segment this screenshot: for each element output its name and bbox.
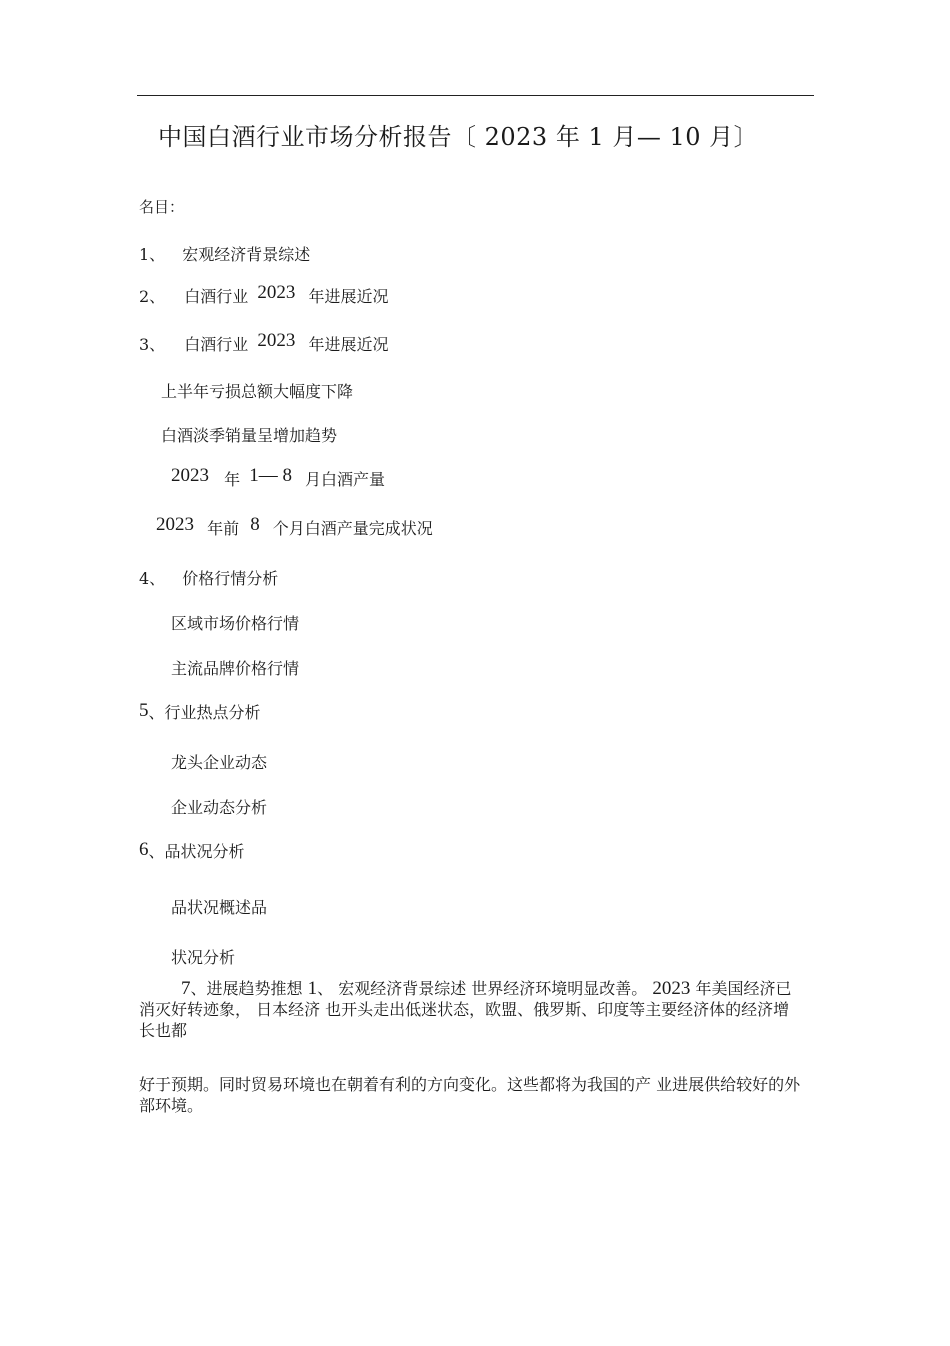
toc-item-3	[139, 332, 389, 356]
toc-item-3c-t1: 年	[224, 470, 241, 489]
toc-item-4-text: 价格行情分析	[182, 569, 279, 588]
toc-item-3a: 上半年亏损总额大幅度下降	[161, 382, 354, 401]
para1-text-3: 年美国经济已消灭好转迹象， 日本经济 也开头走出低迷状态，欧盟、俄罗斯、印度等主要经济体的经济增长也都	[139, 979, 792, 1040]
toc-item-3c	[171, 463, 385, 487]
toc-item-3c-year: 2023	[171, 465, 209, 486]
toc-item-1-text: 宏观经济背景综述	[182, 245, 311, 264]
toc-item-4-number: 4、	[139, 569, 166, 588]
toc-item-2-year: 2023	[257, 282, 296, 303]
toc-item-4	[139, 566, 278, 589]
toc-item-6a: 品状况概述品	[171, 898, 268, 917]
toc-item-6-number: 6	[139, 839, 149, 860]
toc-item-3c-t2: 月白酒产量	[305, 470, 386, 489]
toc-item-3b: 白酒淡季销量呈增加趋势	[161, 426, 338, 445]
para1-number-7: 7	[181, 978, 191, 999]
toc-item-5b: 企业动态分析	[171, 798, 268, 817]
toc-item-3-post: 年进展近况	[308, 335, 389, 354]
toc-item-3-year: 2023	[257, 330, 296, 351]
toc-item-3d-n: 8	[250, 514, 260, 535]
toc-item-2-number: 2、	[139, 287, 166, 306]
toc-item-6b: 状况分析	[171, 948, 236, 967]
toc-item-3-number: 3、	[139, 335, 166, 354]
para1-text-1: 、进展趋势推想	[190, 979, 303, 998]
toc-item-3c-range: 1— 8	[249, 465, 292, 486]
toc-item-3d	[156, 512, 433, 536]
body-paragraph-1	[139, 978, 804, 1041]
para1-year: 2023	[652, 978, 691, 999]
body-paragraph-2: 好于预期。同时贸易环境也在朝着有利的方向变化。这些都将为我国的产 业进展供给较好的外部环境。	[139, 1075, 801, 1115]
toc-label: 名目：	[139, 198, 185, 216]
toc-item-5-number: 5	[139, 700, 149, 721]
page-title: 中国白酒行业市场分析报告〔 2023 年 1 月— 10 月〕	[158, 123, 759, 151]
toc-item-3d-year: 2023	[156, 514, 194, 535]
toc-item-3-pre: 白酒行业	[184, 335, 249, 354]
toc-item-3d-t1: 年前	[207, 519, 240, 538]
toc-item-1-number: 1、	[139, 245, 166, 264]
header-rule	[137, 95, 814, 96]
toc-item-2-pre: 白酒行业	[184, 287, 249, 306]
para1-text-2: 、 宏观经济背景综述 世界经济环境明显改善。	[317, 979, 648, 998]
toc-item-6	[139, 837, 245, 861]
toc-item-5-text: 、行业热点分析	[148, 703, 261, 722]
toc-item-2	[139, 284, 389, 308]
toc-item-4b: 主流品牌价格行情	[171, 659, 300, 678]
toc-item-2-post: 年进展近况	[308, 287, 389, 306]
toc-item-3d-t2: 个月白酒产量完成状况	[272, 519, 433, 538]
toc-item-5a: 龙头企业动态	[171, 753, 268, 772]
toc-item-5	[139, 698, 261, 722]
toc-item-6-text: 、品状况分析	[148, 842, 245, 861]
toc-item-4a: 区域市场价格行情	[171, 614, 300, 633]
para1-number-1: 1	[307, 978, 318, 999]
toc-item-1	[139, 242, 310, 265]
